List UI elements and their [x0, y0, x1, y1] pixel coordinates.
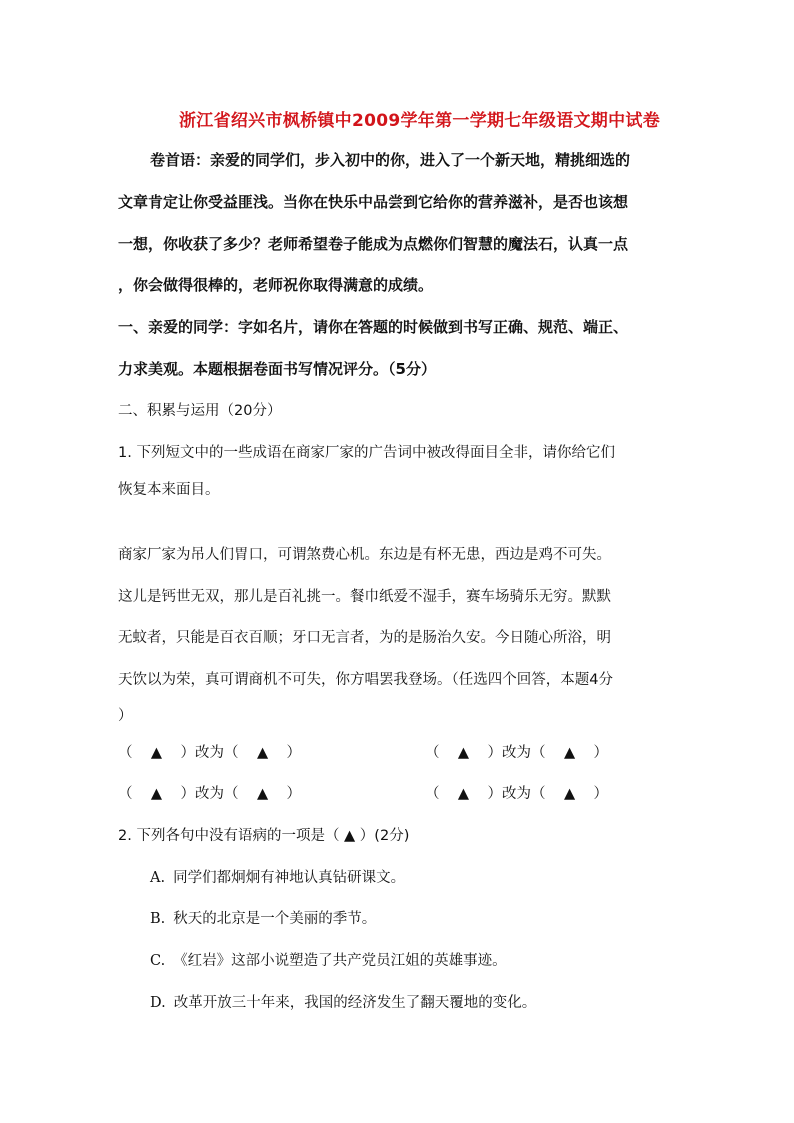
preface-line: ，你会做得很棒的，老师祝你取得满意的成绩。 [118, 276, 434, 294]
option-text: 秋天的北京是一个美丽的季节。 [173, 911, 377, 927]
q1-passage-line: 无蚊者，只能是百衣百顺；牙口无言者，为的是肠治久安。今日随心所浴，明 [118, 630, 611, 646]
exam-title: 浙江省绍兴市枫桥镇中2009学年第一学期七年级语文期中试卷 [178, 111, 660, 131]
option-text: 同学们都炯炯有神地认真钻研课文。 [173, 870, 406, 886]
q2-option[interactable] [150, 909, 376, 929]
preface-line: 卷首语：亲爱的同学们，步入初中的你，进入了一个新天地，精挑细选的 [150, 151, 631, 169]
section1-line: 力求美观。本题根据卷面书写情况评分。（5分） [118, 360, 436, 378]
answer-blank[interactable]: （ ▲ ）改为（ ▲ ） [118, 786, 302, 802]
preface-line: 一想，你收获了多少？老师希望卷子能成为点燃你们智慧的魔法石，认真一点 [118, 235, 629, 253]
q2-option[interactable] [150, 993, 536, 1013]
q2-option[interactable] [150, 951, 507, 971]
q1-prompt-line: 恢复本来面目。 [118, 482, 220, 498]
q1-passage-line: ） [118, 708, 133, 724]
option-text: 改革开放三十年来，我国的经济发生了翻天覆地的变化。 [173, 995, 537, 1011]
option-key: D. [150, 995, 166, 1011]
q2-prompt: 2. 下列各句中没有语病的一项是（ ▲ ）(2分) [118, 828, 410, 844]
answer-blank[interactable]: （ ▲ ）改为（ ▲ ） [425, 786, 609, 802]
preface-line: 文章肯定让你受益匪浅。当你在快乐中品尝到它给你的营养滋补，是否也该想 [118, 193, 629, 211]
q2-option[interactable] [150, 868, 405, 888]
section1-line: 一、亲爱的同学：字如名片，请你在答题的时候做到书写正确、规范、端正、 [118, 318, 629, 336]
answer-blank[interactable]: （ ▲ ）改为（ ▲ ） [425, 745, 609, 761]
q1-passage-line: 这儿是钙世无双，那儿是百礼挑一。餐巾纸爱不湿手，赛车场骑乐无穷。默默 [118, 589, 611, 605]
q1-prompt-line: 1. 下列短文中的一些成语在商家厂家的广告词中被改得面目全非，请你给它们 [118, 445, 615, 461]
answer-blank[interactable]: （ ▲ ）改为（ ▲ ） [118, 745, 302, 761]
section2-heading: 二、积累与运用（20分） [118, 403, 282, 419]
q1-passage-line: 天饮以为荣，真可谓商机不可失，你方唱罢我登场。（任选四个回答，本题4分 [118, 672, 613, 688]
option-key: A. [150, 870, 166, 886]
option-key: B. [150, 911, 166, 927]
option-key: C. [150, 953, 166, 969]
option-text: 《红岩》这部小说塑造了共产党员江姐的英雄事迹。 [173, 953, 507, 969]
q1-passage-line: 商家厂家为吊人们胃口，可谓煞费心机。东边是有杯无患，西边是鸡不可失。 [118, 547, 611, 563]
